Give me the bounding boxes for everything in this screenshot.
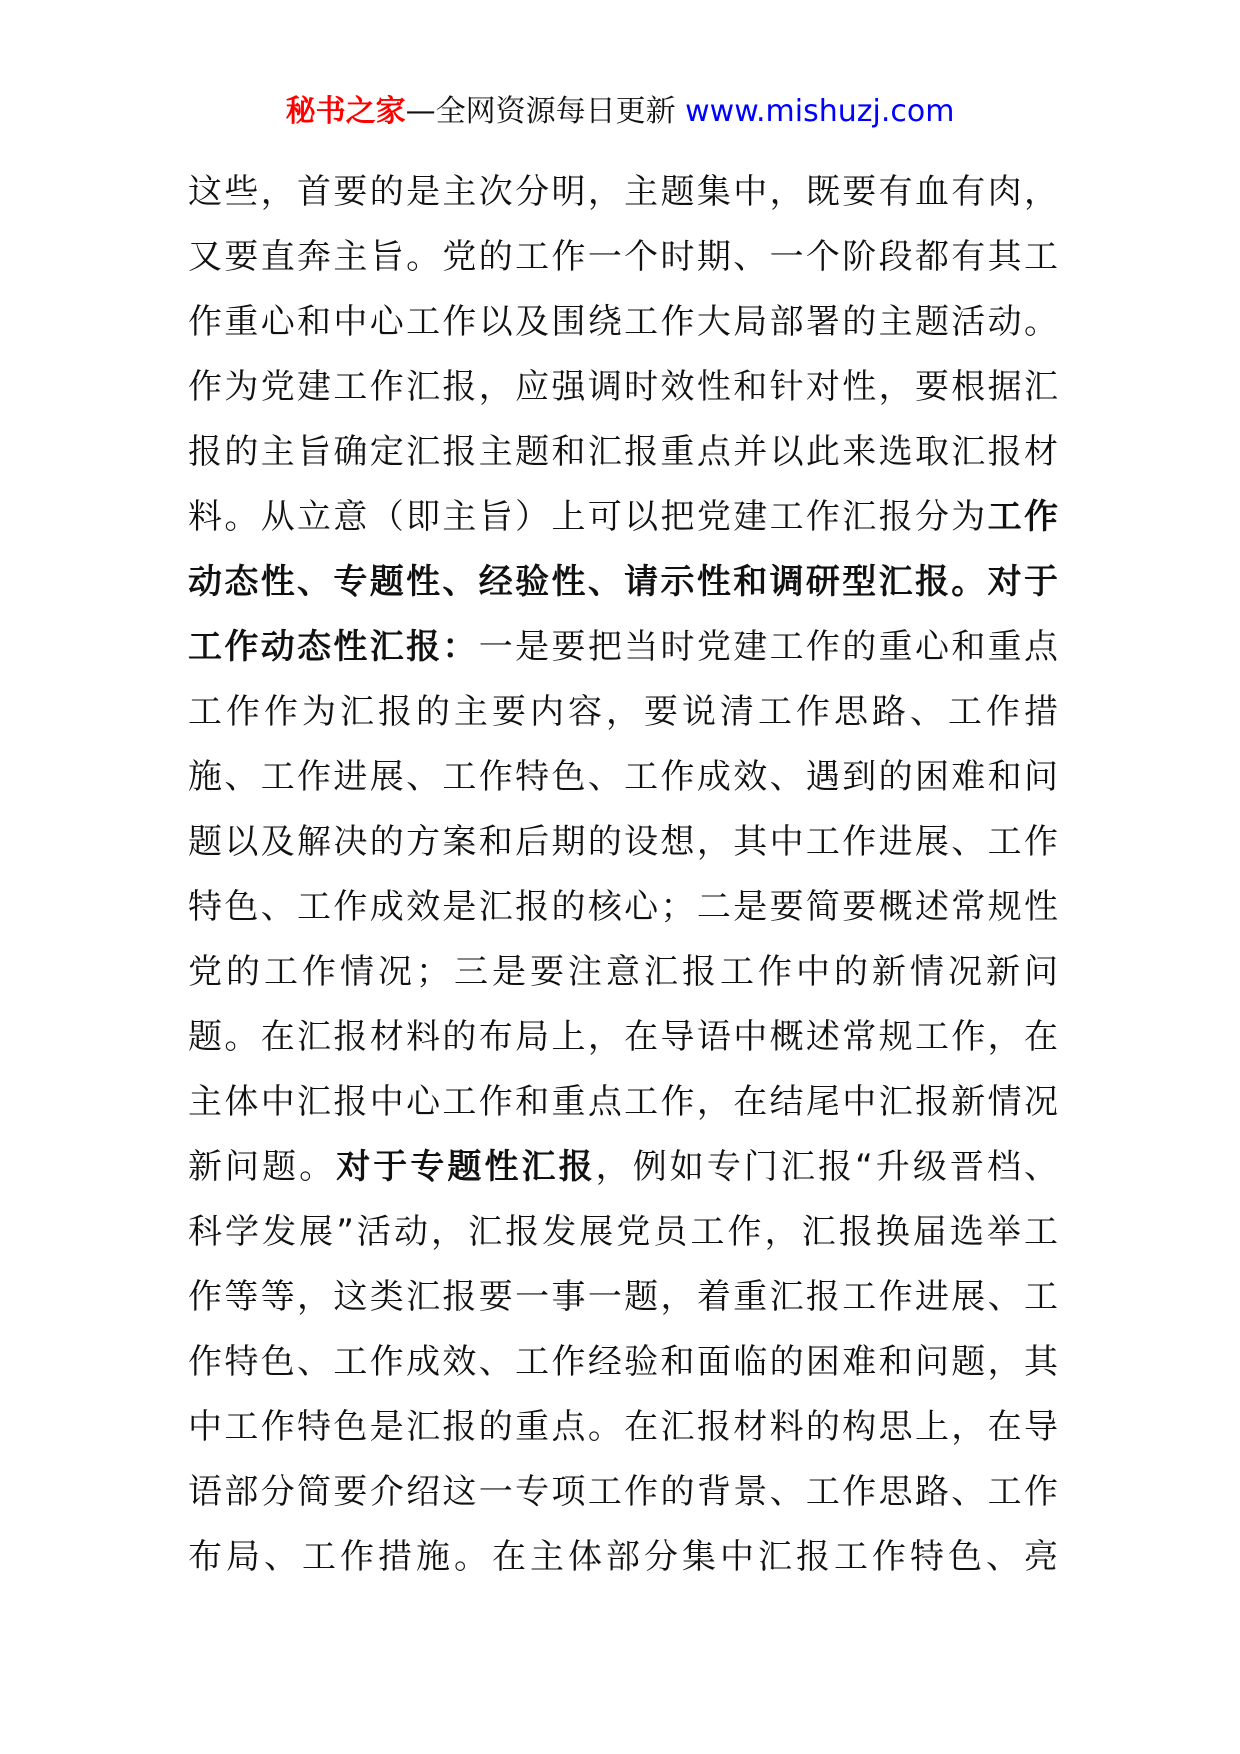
line-text: 新问题。 [188,1147,337,1187]
text-line [188,1460,1058,1525]
page-header [0,92,1240,132]
text-line [188,1135,1058,1200]
text-line [188,225,1058,290]
line-text: 中工作特色是汇报的重点。在汇报材料的构思上，在导 [188,1407,1058,1447]
line-text: 作等等，这类汇报要一事一题，着重汇报工作进展、工 [188,1277,1058,1317]
document-body [188,160,1058,1590]
line-text: 报的主旨确定汇报主题和汇报重点并以此来选取汇报材 [188,432,1058,472]
line-text: 语部分简要介绍这一专项工作的背景、工作思路、工作 [188,1472,1058,1512]
text-line [188,1070,1058,1135]
line-text: 党的工作情况；三是要注意汇报工作中的新情况新问 [188,952,1058,992]
line-text: 一是要把当时党建工作的重心和重点 [478,627,1058,667]
line-text: 又要直奔主旨。党的工作一个时期、一个阶段都有其工 [188,237,1058,277]
text-line [188,355,1058,420]
text-line [188,680,1058,745]
line-text: 作为党建工作汇报，应强调时效性和针对性，要根据汇 [188,367,1058,407]
text-line [188,1200,1058,1265]
line-text: 作特色、工作成效、工作经验和面临的困难和问题，其 [188,1342,1058,1382]
text-line [188,615,1058,680]
header-tagline: —全网资源每日更新 [405,94,676,129]
text-line [188,485,1058,550]
bold-heading-text: 对于专题性汇报 [336,1147,596,1187]
site-url-link[interactable]: www.mishuzj.com [685,94,955,129]
text-line [188,160,1058,225]
line-text: ，例如专门汇报“升级晋档、 [595,1147,1058,1187]
text-line [188,290,1058,355]
bold-heading-text: 工作 [987,497,1058,537]
text-line [188,810,1058,875]
text-line [188,1265,1058,1330]
line-text: 工作作为汇报的主要内容，要说清工作思路、工作措 [188,692,1058,732]
line-text: 这些，首要的是主次分明，主题集中，既要有血有肉， [188,172,1058,212]
text-line [188,1525,1058,1590]
line-text: 科学发展”活动，汇报发展党员工作，汇报换届选举工 [188,1212,1058,1252]
text-line [188,745,1058,810]
text-line [188,875,1058,940]
line-text: 题以及解决的方案和后期的设想，其中工作进展、工作 [188,822,1058,862]
text-line [188,550,1058,615]
text-line [188,420,1058,485]
line-text: 布局、工作措施。在主体部分集中汇报工作特色、亮 [188,1537,1058,1577]
text-line [188,940,1058,1005]
bold-heading-text: 动态性、专题性、经验性、请示性和调研型汇报。对于 [188,562,1058,602]
text-line [188,1395,1058,1460]
bold-heading-text: 工作动态性汇报： [188,627,479,667]
text-line [188,1330,1058,1395]
line-text: 题。在汇报材料的布局上，在导语中概述常规工作，在 [188,1017,1058,1057]
line-text: 主体中汇报中心工作和重点工作，在结尾中汇报新情况 [188,1082,1058,1122]
line-text: 料。从立意（即主旨）上可以把党建工作汇报分为 [188,497,988,537]
line-text: 施、工作进展、工作特色、工作成效、遇到的困难和问 [188,757,1058,797]
text-line [188,1005,1058,1070]
brand-name: 秘书之家 [285,94,406,129]
line-text: 作重心和中心工作以及围绕工作大局部署的主题活动。 [188,302,1058,342]
line-text: 特色、工作成效是汇报的核心；二是要简要概述常规性 [188,887,1058,927]
